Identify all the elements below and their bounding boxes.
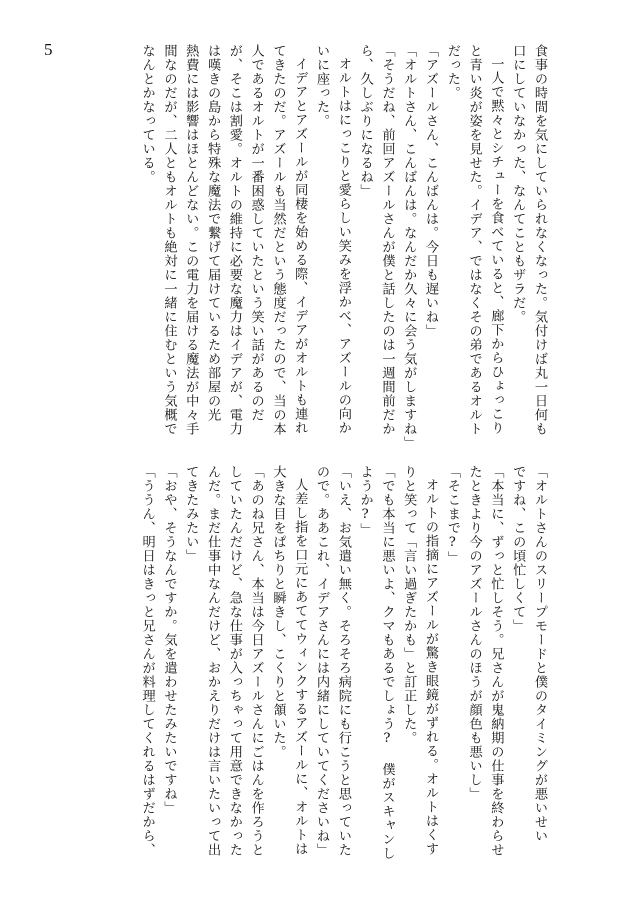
text-line: 一人で黙々とシチューを食べていると、廊下からひょっこり — [488, 57, 504, 436]
dialogue-line: 「おや、そうなんですか。気を遣わせたみたいですね」 — [161, 465, 177, 815]
text-line: りと笑って「言い過ぎたかも」と訂正した。 — [401, 465, 417, 745]
dialogue-line: てきたみたい」 — [183, 465, 199, 563]
dialogue-line: ですね、この頃忙しくて」 — [510, 465, 526, 633]
text-line: いに座った。 — [314, 44, 330, 128]
text-line: 口にしていなかった、なんてこともザラだ。 — [510, 44, 526, 324]
upper-text-block — [136, 44, 550, 449]
dialogue-line: 「そこまで?」 — [444, 465, 460, 565]
text-line: オルトの指摘にアズールが驚き眼鏡がずれる。オルトはくす — [423, 478, 439, 857]
text-line: 大きな目をぱちりと瞬きし、こくりと頷いた。 — [270, 465, 286, 759]
text-line: 人差し指を口元にあててウィンクするアズールに、オルトは — [292, 478, 308, 857]
text-line: イデアとアズールが同棲を始める際、イデアがオルトも連れ — [292, 57, 308, 436]
dialogue-line: 「あのね兄さん、本当は今日アズールさんにごはんを作ろうと — [248, 465, 264, 857]
dialogue-line: 「そうだね、前回アズールさんが僕と話したのは一週間前だか — [379, 44, 395, 436]
dialogue-line: んだ。まだ仕事中なんだけど、おかえりだけは言いたいって出 — [205, 465, 221, 857]
dialogue-line: ので。ああこれ、イデアさんには内緒にしていてくださいね」 — [314, 465, 330, 857]
dialogue-line: 「オルトさんのスリープモードと僕のタイミングが悪いせい — [532, 465, 547, 843]
text-line: なんとかなっている。 — [139, 44, 155, 184]
text-line: は嘆きの島から特殊な魔法で繋げて届けているため部屋の光 — [205, 44, 221, 422]
dialogue-line: ようか?」 — [357, 465, 373, 537]
text-line: てきたのだ。アズールも当然だという態度だったので、当の本 — [270, 44, 286, 436]
text-line: 食事の時間を気にしていられなくなった。気付けば丸一日何も — [532, 44, 547, 436]
text-line: と青い炎が姿を見せた。イデア、ではなくその弟であるオルト — [466, 44, 482, 436]
dialogue-line: 「アズールさん、こんばんは。今日も遅いね」 — [423, 44, 439, 338]
text-line: 熱費には影響はほとんどない。この電力を届ける魔法が中々手 — [183, 44, 199, 436]
dialogue-line: 「オルトさん、こんばんは。なんだか久々に会う気がしますね」 — [401, 44, 417, 450]
lower-text-block — [136, 465, 550, 870]
dialogue-line: 「ううん、明日はきっと兄さんが料理してくれるはずだから、 — [139, 465, 155, 857]
dialogue-line: たときより今のアズールさんのほうが顔色も悪いし」 — [466, 465, 482, 801]
dialogue-line: 「本当に、ずっと忙しそう。兄さんが鬼納期の仕事を終わらせ — [488, 465, 504, 857]
dialogue-line: 「でも本当に悪いよ、クマもあるでしょう? 僕がスキャンし — [379, 465, 395, 861]
text-line: オルトはにっこりと愛らしい笑みを浮かべ、アズールの向か — [335, 57, 351, 436]
text-line: 間なのだが、二人ともオルトも絶対に一緒に住むという気概で — [161, 44, 177, 436]
page-number: 5 — [44, 40, 53, 59]
dialogue-line: 「いえ、お気遣い無く。そろそろ病院にも行こうと思っていた — [335, 465, 351, 857]
dialogue-line: していたんだけど、急な仕事が入っちゃって用意できなかった — [226, 465, 242, 857]
text-line: だった。 — [444, 44, 460, 100]
text-line: が、そこは割愛。オルトの維持に必要な魔力はイデアが、電力 — [226, 44, 242, 436]
text-line: 人であるオルトが一番困惑していたという笑い話があるのだ — [248, 44, 264, 422]
dialogue-line: ら、久しぶりになるね」 — [357, 44, 373, 198]
